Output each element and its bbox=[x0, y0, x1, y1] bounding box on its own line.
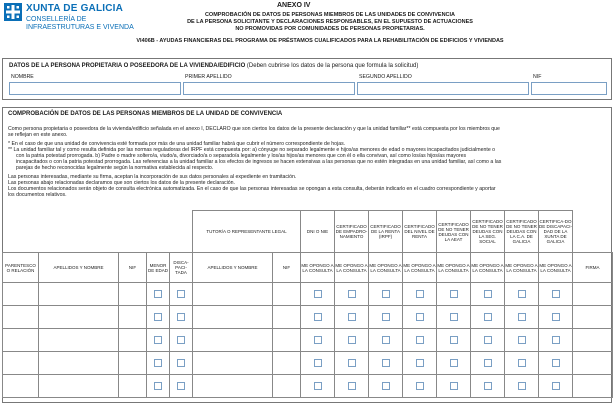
tutor-apellidos-nombre-cell[interactable] bbox=[193, 375, 273, 398]
oppose-ca-galicia-checkbox[interactable] bbox=[518, 290, 526, 298]
col-menor-edad: MENOR DE EDAD bbox=[147, 253, 170, 283]
paragraph-5: con la patria potestad prorrogada. b) Padre o madre soltero/a, viudo/a, divorciado/a o separado/a legalmente y los/as hijos/as menores que con él o ella convivan, así como los/as hijos/as mayores bbox=[16, 153, 467, 159]
oppose-renta-checkbox[interactable] bbox=[382, 359, 390, 367]
oppose-label-nivel-renta: ME OPONGO A LA CONSULTA bbox=[403, 253, 437, 283]
paragraph-9: Las personas abajo relacionadas declaramos que son ciertos los datos de la presente declaración. bbox=[8, 180, 235, 186]
member-rows bbox=[3, 283, 613, 398]
tutor-apellidos-nombre-cell[interactable] bbox=[193, 329, 273, 352]
oppose-ca-galicia-cell bbox=[505, 375, 539, 398]
oppose-aeat-cell bbox=[437, 283, 471, 306]
oppose-discapacidad-checkbox[interactable] bbox=[552, 359, 560, 367]
menor-edad-checkbox[interactable] bbox=[154, 336, 162, 344]
col-parentesco: PARENTESCO O RELACIÓN bbox=[3, 253, 39, 283]
apellidos-nombre-cell[interactable] bbox=[39, 329, 119, 352]
oppose-seg-social-checkbox[interactable] bbox=[484, 382, 492, 390]
parentesco-cell[interactable] bbox=[3, 306, 39, 329]
paragraph-3: * En el caso de que una unidad de convivencia esté formada por más de una unidad familiar habrá que cubrir el número correspondiente de hojas. bbox=[8, 141, 346, 147]
oppose-aeat-cell bbox=[437, 306, 471, 329]
parentesco-cell[interactable] bbox=[3, 375, 39, 398]
oppose-aeat-cell bbox=[437, 329, 471, 352]
doc-header-ca-galicia: CERTIFICADO DE NO TENER DEUDAS CON LA C.A. DE GALICIA bbox=[505, 211, 539, 253]
oppose-nivel-renta-cell bbox=[403, 375, 437, 398]
oppose-dni-cell bbox=[301, 306, 335, 329]
owner-section-title bbox=[9, 63, 418, 69]
oppose-discapacidad-cell bbox=[539, 306, 573, 329]
paragraph-2: se reflejan en este anexo. bbox=[8, 132, 68, 138]
oppose-label-empadronamiento: ME OPONGO A LA CONSULTA bbox=[335, 253, 369, 283]
oppose-empadronamiento-cell bbox=[335, 352, 369, 375]
nif-cell[interactable] bbox=[119, 306, 147, 329]
oppose-empadronamiento-cell bbox=[335, 306, 369, 329]
brand-title: XUNTA DE GALICIA bbox=[26, 3, 124, 14]
col-tutor-nif: NIF bbox=[273, 253, 301, 283]
oppose-seg-social-cell bbox=[471, 375, 505, 398]
oppose-seg-social-cell bbox=[471, 283, 505, 306]
paragraph-8: Las personas interesadas, mediante su firma, aceptan la incorporación de sus datos personales al expediente en tramitación. bbox=[8, 174, 297, 180]
paragraph-11: los documentos relativos. bbox=[8, 192, 67, 198]
oppose-empadronamiento-cell bbox=[335, 283, 369, 306]
oppose-renta-cell bbox=[369, 283, 403, 306]
oppose-aeat-checkbox[interactable] bbox=[450, 336, 458, 344]
oppose-discapacidad-checkbox[interactable] bbox=[552, 313, 560, 321]
oppose-aeat-checkbox[interactable] bbox=[450, 290, 458, 298]
menor-edad-checkbox[interactable] bbox=[154, 290, 162, 298]
oppose-discapacidad-cell bbox=[539, 329, 573, 352]
oppose-nivel-renta-checkbox[interactable] bbox=[416, 382, 424, 390]
col-tutor-apellidos-nombre: APELLIDOS Y NOMBRE bbox=[193, 253, 273, 283]
members-section-title: COMPROBACIÓN DE DATOS DE LAS PERSONAS MIEMBROS DE LA UNIDAD DE CONVIVENCIA bbox=[8, 111, 283, 117]
table-row bbox=[3, 329, 613, 352]
col-apellidos-nombre: APELLIDOS Y NOMBRE bbox=[39, 253, 119, 283]
table-row bbox=[3, 283, 613, 306]
oppose-aeat-checkbox[interactable] bbox=[450, 313, 458, 321]
nif-cell[interactable] bbox=[119, 352, 147, 375]
oppose-label-ca-galicia: ME OPONGO A LA CONSULTA bbox=[505, 253, 539, 283]
oppose-nivel-renta-cell bbox=[403, 306, 437, 329]
oppose-empadronamiento-checkbox[interactable] bbox=[348, 359, 356, 367]
oppose-nivel-renta-cell bbox=[403, 352, 437, 375]
col-nif: NIF bbox=[119, 253, 147, 283]
apellidos-nombre-cell[interactable] bbox=[39, 283, 119, 306]
paragraph-4: ** La unidad familiar tal y como resulta definida por las normas reguladoras del IRPF está compuesta por: a) cónyuge no separado legalmente e hijos/as menores de edad o mayores incapacitados judicialmente o bbox=[8, 147, 496, 153]
apellidos-nombre-cell[interactable] bbox=[39, 352, 119, 375]
oppose-renta-checkbox[interactable] bbox=[382, 336, 390, 344]
nif-cell[interactable] bbox=[119, 329, 147, 352]
oppose-dni-cell bbox=[301, 375, 335, 398]
oppose-renta-cell bbox=[369, 306, 403, 329]
oppose-ca-galicia-checkbox[interactable] bbox=[518, 313, 526, 321]
tutor-nif-cell[interactable] bbox=[273, 352, 301, 375]
oppose-aeat-cell bbox=[437, 352, 471, 375]
apellidos-nombre-cell[interactable] bbox=[39, 375, 119, 398]
menor-edad-cell bbox=[147, 306, 170, 329]
segundo-apellido-label: SEGUNDO APELLIDO bbox=[359, 74, 412, 80]
oppose-nivel-renta-cell bbox=[403, 283, 437, 306]
oppose-empadronamiento-cell bbox=[335, 329, 369, 352]
oppose-empadronamiento-cell bbox=[335, 375, 369, 398]
oppose-discapacidad-checkbox[interactable] bbox=[552, 382, 560, 390]
oppose-ca-galicia-cell bbox=[505, 283, 539, 306]
oppose-dni-checkbox[interactable] bbox=[314, 290, 322, 298]
oppose-dni-checkbox[interactable] bbox=[314, 382, 322, 390]
menor-edad-cell bbox=[147, 329, 170, 352]
oppose-seg-social-checkbox[interactable] bbox=[484, 290, 492, 298]
primer-apellido-field[interactable] bbox=[183, 82, 355, 95]
tutor-apellidos-nombre-cell[interactable] bbox=[193, 352, 273, 375]
tutor-nif-cell[interactable] bbox=[273, 283, 301, 306]
menor-edad-checkbox[interactable] bbox=[154, 359, 162, 367]
oppose-empadronamiento-checkbox[interactable] bbox=[348, 382, 356, 390]
oppose-ca-galicia-cell bbox=[505, 329, 539, 352]
oppose-dni-checkbox[interactable] bbox=[314, 336, 322, 344]
oppose-seg-social-cell bbox=[471, 329, 505, 352]
oppose-label-dni: ME OPONGO A LA CONSULTA bbox=[301, 253, 335, 283]
nif-cell[interactable] bbox=[119, 375, 147, 398]
oppose-nivel-renta-checkbox[interactable] bbox=[416, 313, 424, 321]
oppose-renta-checkbox[interactable] bbox=[382, 313, 390, 321]
oppose-seg-social-checkbox[interactable] bbox=[484, 359, 492, 367]
table-row bbox=[3, 352, 613, 375]
tutor-nif-cell[interactable] bbox=[273, 375, 301, 398]
doc-header-seg-social: CERTIFICADO DE NO TENER DEUDAS CON LA SEG. SOCIAL bbox=[471, 211, 505, 253]
discapacitada-checkbox[interactable] bbox=[177, 313, 185, 321]
doc-header-discapacidad: CERTIFICA-DO DE DISCAPACI-DAD DE LA XUNTA DE GALICIA bbox=[539, 211, 573, 253]
oppose-ca-galicia-checkbox[interactable] bbox=[518, 382, 526, 390]
paragraph-1: Como persona propietaria o poseedora de la vivienda/edificio señalada en el anexo I, DECLARO que son ciertos los datos de la presente declaración y que la unidad familiar** está compuesta por los miembros que bbox=[8, 126, 500, 132]
oppose-seg-social-checkbox[interactable] bbox=[484, 313, 492, 321]
oppose-dni-cell bbox=[301, 283, 335, 306]
oppose-label-aeat: ME OPONGO A LA CONSULTA bbox=[437, 253, 471, 283]
oppose-nivel-renta-checkbox[interactable] bbox=[416, 290, 424, 298]
firma-cell[interactable] bbox=[573, 375, 613, 398]
oppose-dni-checkbox[interactable] bbox=[314, 313, 322, 321]
segundo-apellido-field[interactable] bbox=[357, 82, 529, 95]
oppose-discapacidad-cell bbox=[539, 352, 573, 375]
oppose-aeat-checkbox[interactable] bbox=[450, 382, 458, 390]
apellidos-nombre-cell[interactable] bbox=[39, 306, 119, 329]
doc-header-empadronamiento: CERTIFICADO DE EMPADRO-NAMIENTO bbox=[335, 211, 369, 253]
oppose-dni-checkbox[interactable] bbox=[314, 359, 322, 367]
oppose-ca-galicia-cell bbox=[505, 352, 539, 375]
oppose-seg-social-cell bbox=[471, 306, 505, 329]
discapacitada-checkbox[interactable] bbox=[177, 359, 185, 367]
paragraph-10: Los documentos relacionados serán objeto de consulta electrónica automatizada. En el caso de que las personas interesadas se opongan a esta consulta, deberán indicarlo en el cuadro correspondiente y aportar bbox=[8, 186, 496, 192]
discapacitada-cell bbox=[170, 306, 193, 329]
parentesco-cell[interactable] bbox=[3, 283, 39, 306]
oppose-renta-checkbox[interactable] bbox=[382, 382, 390, 390]
oppose-dni-cell bbox=[301, 352, 335, 375]
parentesco-cell[interactable] bbox=[3, 329, 39, 352]
firma-cell[interactable] bbox=[573, 306, 613, 329]
oppose-ca-galicia-checkbox[interactable] bbox=[518, 336, 526, 344]
header-line-1: COMPROBACIÓN DE DATOS DE PERSONAS MIEMBROS DE LAS UNIDADES DE CONVIVENCIA bbox=[204, 12, 456, 18]
discapacitada-checkbox[interactable] bbox=[177, 336, 185, 344]
firma-cell[interactable] bbox=[573, 283, 613, 306]
firma-cell[interactable] bbox=[573, 329, 613, 352]
tutor-header: TUTOR/A O REPRESENTANTE LEGAL bbox=[193, 211, 301, 253]
oppose-seg-social-checkbox[interactable] bbox=[484, 336, 492, 344]
nif-cell[interactable] bbox=[119, 283, 147, 306]
nif-field[interactable] bbox=[531, 82, 607, 95]
oppose-ca-galicia-cell bbox=[505, 306, 539, 329]
discapacitada-checkbox[interactable] bbox=[177, 290, 185, 298]
brand-line-2: INFRAESTRUTURAS E VIVENDA bbox=[26, 24, 134, 31]
oppose-dni-cell bbox=[301, 329, 335, 352]
tutor-nif-cell[interactable] bbox=[273, 329, 301, 352]
doc-header-aeat: CERTIFICADO DE NO TENER DEUDAS CON LA AEAT bbox=[437, 211, 471, 253]
oppose-discapacidad-cell bbox=[539, 375, 573, 398]
header-line-3: NO PROMOVIDAS POR COMUNIDADES DE PERSONAS PROPIETARIAS. bbox=[235, 26, 425, 32]
table-header-row-2 bbox=[3, 253, 613, 283]
tutor-nif-cell[interactable] bbox=[273, 306, 301, 329]
table-row bbox=[3, 375, 613, 398]
xunta-logo bbox=[4, 3, 144, 39]
discapacitada-cell bbox=[170, 283, 193, 306]
oppose-renta-cell bbox=[369, 352, 403, 375]
nombre-label: NOMBRE bbox=[11, 74, 34, 80]
menor-edad-cell bbox=[147, 352, 170, 375]
paragraph-7: parejas de hecho reconocidas legalmente según la normativa establecida al respecto. bbox=[16, 165, 214, 171]
parentesco-cell[interactable] bbox=[3, 352, 39, 375]
oppose-label-discapacidad: ME OPONGO A LA CONSULTA bbox=[539, 253, 573, 283]
procedure-title: VI406B - AYUDAS FINANCIERAS DEL PROGRAMA DE PRÉSTAMOS CUALIFICADOS PARA LA REHABILITACIÓN DE EDIFICIOS Y VIVIENDAS bbox=[136, 38, 504, 44]
oppose-renta-cell bbox=[369, 329, 403, 352]
nombre-field[interactable] bbox=[9, 82, 181, 95]
oppose-label-seg-social: ME OPONGO A LA CONSULTA bbox=[471, 253, 505, 283]
annex-label: ANEXO IV bbox=[277, 2, 311, 9]
oppose-renta-cell bbox=[369, 375, 403, 398]
oppose-empadronamiento-checkbox[interactable] bbox=[348, 290, 356, 298]
oppose-aeat-checkbox[interactable] bbox=[450, 359, 458, 367]
oppose-discapacidad-cell bbox=[539, 283, 573, 306]
oppose-renta-checkbox[interactable] bbox=[382, 290, 390, 298]
primer-apellido-label: PRIMER APELLIDO bbox=[185, 74, 232, 80]
owner-title-text: DATOS DE LA PERSONA PROPIETARIA O POSEEDORA DE LA VIVIENDA/EDIFICIO bbox=[9, 63, 246, 69]
oppose-discapacidad-checkbox[interactable] bbox=[552, 336, 560, 344]
discapacitada-cell bbox=[170, 329, 193, 352]
oppose-seg-social-cell bbox=[471, 352, 505, 375]
oppose-discapacidad-checkbox[interactable] bbox=[552, 290, 560, 298]
oppose-empadronamiento-checkbox[interactable] bbox=[348, 336, 356, 344]
oppose-ca-galicia-checkbox[interactable] bbox=[518, 359, 526, 367]
col-firma: FIRMA bbox=[573, 253, 613, 283]
nif-label: NIF bbox=[533, 74, 542, 80]
table-row bbox=[3, 306, 613, 329]
table-header-row-1 bbox=[3, 211, 613, 253]
menor-edad-cell bbox=[147, 375, 170, 398]
oppose-nivel-renta-cell bbox=[403, 329, 437, 352]
oppose-label-renta: ME OPONGO A LA CONSULTA bbox=[369, 253, 403, 283]
doc-header-nivel-renta: CERTIFICADO DEL NIVEL DE RENTA bbox=[403, 211, 437, 253]
tutor-apellidos-nombre-cell[interactable] bbox=[193, 306, 273, 329]
col-discapacitada: DISCA-PACI-TADA bbox=[170, 253, 193, 283]
brand-line-1: CONSELLERÍA DE bbox=[26, 16, 87, 23]
xunta-emblem-icon bbox=[4, 3, 22, 21]
menor-edad-checkbox[interactable] bbox=[154, 382, 162, 390]
discapacitada-cell bbox=[170, 352, 193, 375]
menor-edad-checkbox[interactable] bbox=[154, 313, 162, 321]
discapacitada-cell bbox=[170, 375, 193, 398]
menor-edad-cell bbox=[147, 283, 170, 306]
oppose-nivel-renta-checkbox[interactable] bbox=[416, 359, 424, 367]
doc-header-renta: CERTIFICADO DE LA RENTA (IRPF) bbox=[369, 211, 403, 253]
oppose-empadronamiento-checkbox[interactable] bbox=[348, 313, 356, 321]
oppose-nivel-renta-checkbox[interactable] bbox=[416, 336, 424, 344]
owner-note-text: (Deben cubrirse los datos de la persona que formula la solicitud) bbox=[245, 63, 419, 69]
members-table bbox=[2, 210, 613, 398]
paragraph-6: incapacitados o con la patria potestad prorrogada. Las referencias a la unidad familiar a los efectos de ingresos se hacen extensivas a las personas que no estén integradas en una unidad familiar, así como a las bbox=[16, 159, 502, 165]
discapacitada-checkbox[interactable] bbox=[177, 382, 185, 390]
firma-cell[interactable] bbox=[573, 352, 613, 375]
tutor-apellidos-nombre-cell[interactable] bbox=[193, 283, 273, 306]
header-line-2: DE LA PERSONA SOLICITANTE Y DECLARACIONES RESPONSABLES, EN EL SUPUESTO DE ACTUACIONES bbox=[187, 19, 473, 25]
owner-section bbox=[2, 58, 612, 100]
doc-header-dni: DNI O NIE bbox=[301, 211, 335, 253]
oppose-aeat-cell bbox=[437, 375, 471, 398]
